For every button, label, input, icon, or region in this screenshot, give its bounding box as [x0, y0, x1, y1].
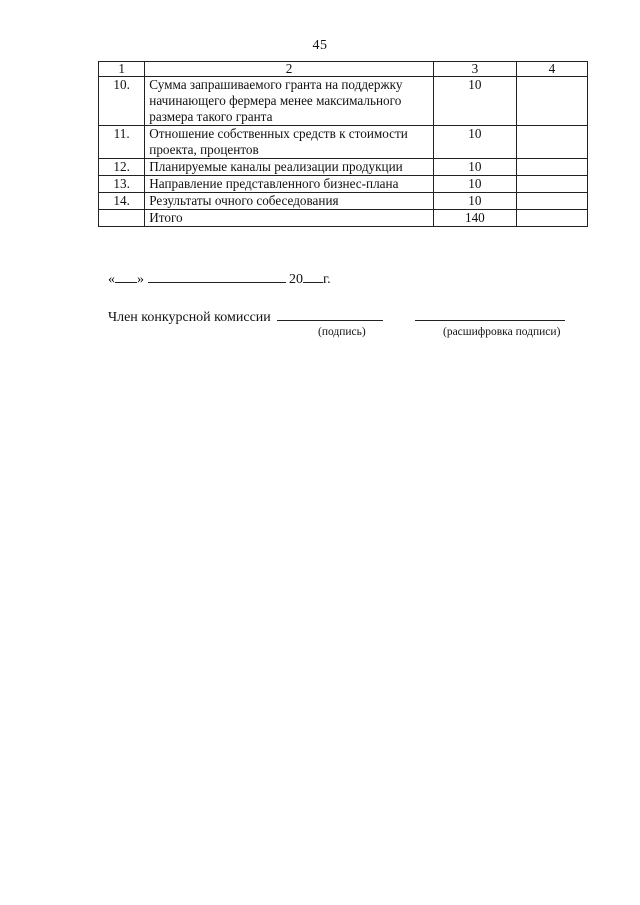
- row-number: 13.: [99, 176, 145, 193]
- year-prefix: 20: [289, 272, 303, 287]
- table-total-row: [99, 210, 588, 227]
- criterion-text: Планируемые каналы реализации продукции: [145, 159, 434, 176]
- score-cell: [516, 210, 587, 227]
- header-cell: 1: [99, 62, 145, 77]
- year-suffix: г.: [323, 272, 331, 287]
- score-cell: [516, 126, 587, 159]
- table-row: [99, 126, 588, 159]
- table-row: [99, 176, 588, 193]
- day-blank[interactable]: [115, 270, 137, 283]
- signature-caption: (подпись): [318, 326, 366, 338]
- signature-label: Член конкурсной комиссии: [108, 310, 271, 325]
- table-header-row: [99, 62, 588, 77]
- signature-blank[interactable]: [277, 308, 383, 321]
- table-row: [99, 159, 588, 176]
- header-cell: 3: [433, 62, 516, 77]
- total-label: Итого: [145, 210, 434, 227]
- criterion-text: Результаты очного собеседования: [145, 193, 434, 210]
- score-cell: [516, 159, 587, 176]
- page-number: 45: [312, 38, 328, 53]
- points-value: 10: [433, 77, 516, 126]
- score-cell: [516, 193, 587, 210]
- header-cell: 4: [516, 62, 587, 77]
- table-row: [99, 193, 588, 210]
- row-number: 12.: [99, 159, 145, 176]
- points-value: 10: [433, 126, 516, 159]
- header-cell: 2: [145, 62, 434, 77]
- total-points: 140: [433, 210, 516, 227]
- row-number: 14.: [99, 193, 145, 210]
- row-number: 10.: [99, 77, 145, 126]
- row-number: 11.: [99, 126, 145, 159]
- close-quote: »: [137, 272, 144, 287]
- date-line: [108, 270, 331, 288]
- criteria-table: [98, 61, 588, 227]
- year-blank[interactable]: [303, 270, 323, 283]
- points-value: 10: [433, 176, 516, 193]
- open-quote: «: [108, 272, 115, 287]
- row-number: [99, 210, 145, 227]
- name-decode-blank[interactable]: [415, 308, 565, 321]
- month-blank[interactable]: [148, 270, 286, 283]
- points-value: 10: [433, 159, 516, 176]
- score-cell: [516, 77, 587, 126]
- decode-caption: (расшифровка подписи): [443, 326, 561, 338]
- criterion-text: Отношение собственных средств к стоимости проекта, процентов: [145, 126, 434, 159]
- signature-line: [108, 308, 565, 326]
- score-cell: [516, 176, 587, 193]
- table-row: [99, 77, 588, 126]
- criterion-text: Сумма запрашиваемого гранта на поддержку начинающего фермера менее максимального размера такого гранта: [145, 77, 434, 126]
- points-value: 10: [433, 193, 516, 210]
- criterion-text: Направление представленного бизнес-плана: [145, 176, 434, 193]
